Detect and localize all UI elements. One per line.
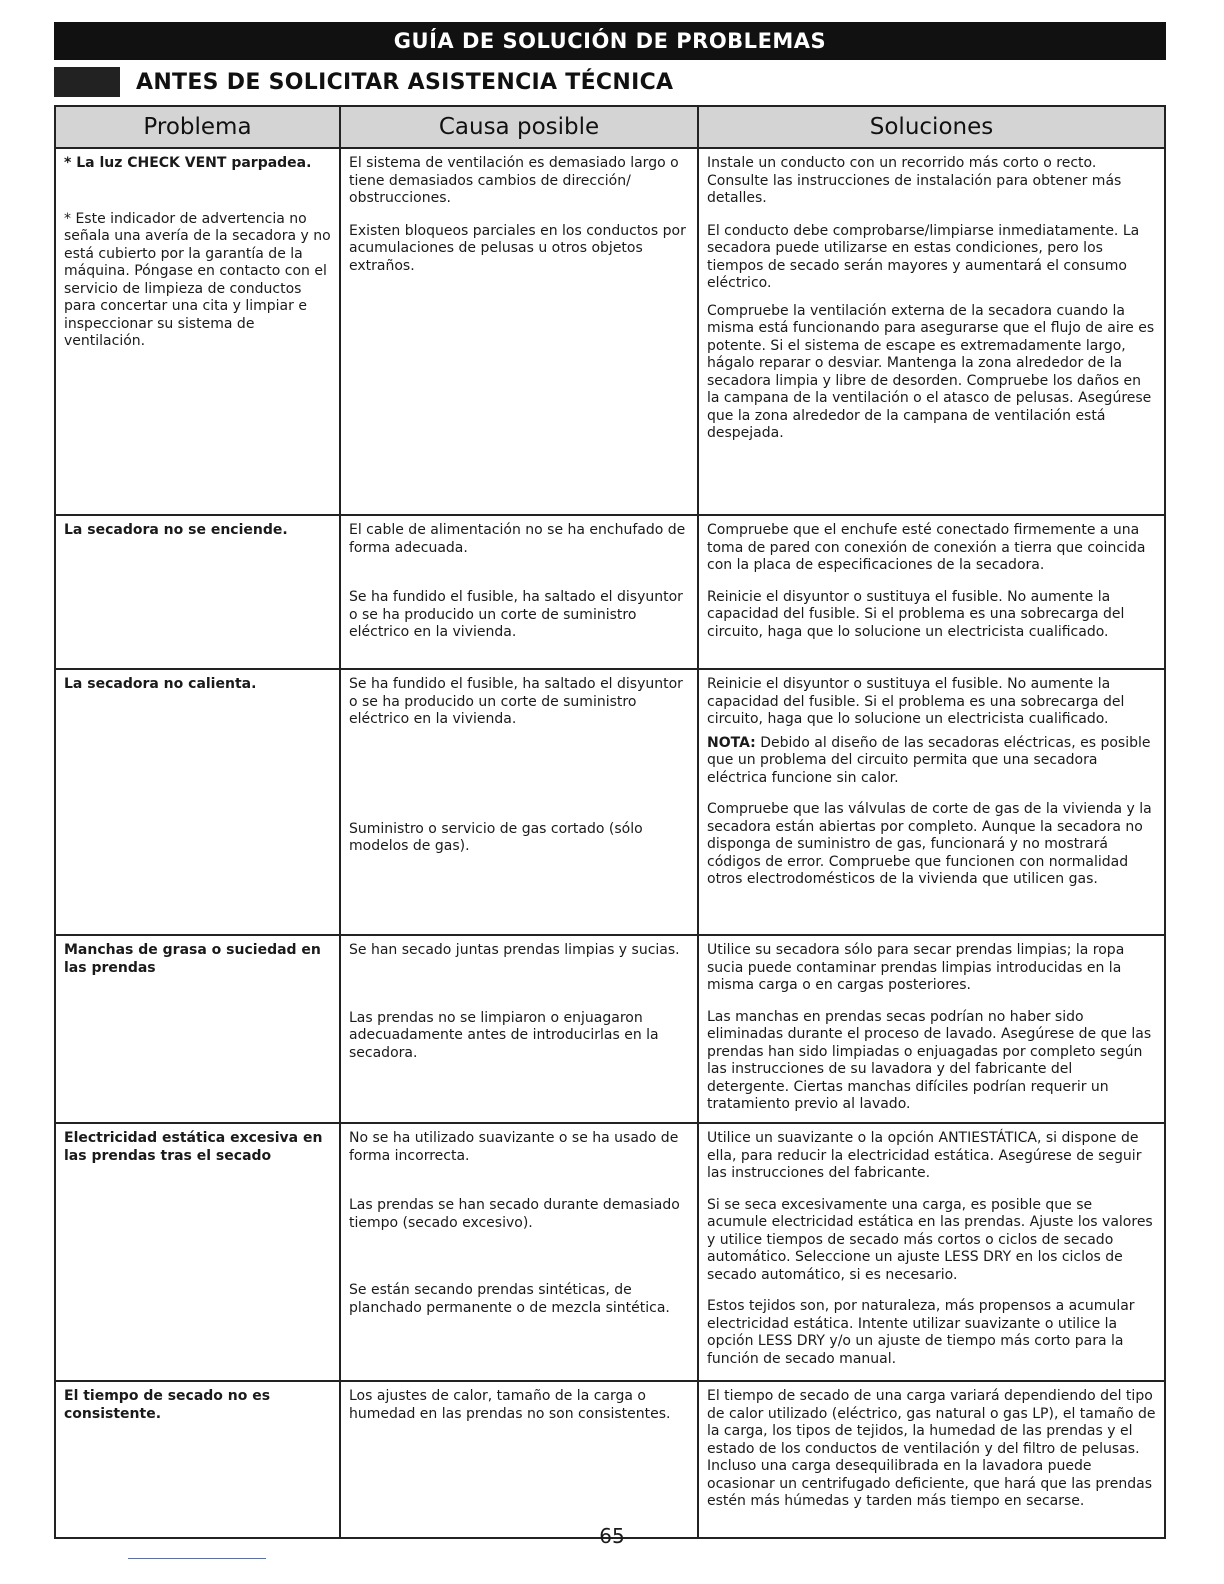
- page-number: 65: [599, 1524, 625, 1548]
- problem-title: Manchas de grasa o suciedad en las prendas: [64, 942, 321, 976]
- problem-title: La secadora no calienta.: [64, 676, 257, 692]
- problem-cell: [55, 935, 340, 1123]
- nota-paragraph: [707, 735, 1156, 788]
- cause-text: No se ha utilizado suavizante o se ha usado de forma incorrecta.: [349, 1130, 679, 1164]
- solution-cell: [698, 1381, 1165, 1538]
- header-problema: Problema: [55, 106, 340, 148]
- solution-text: Estos tejidos son, por naturaleza, más propensos a acumular electricidad estática. Intente utilizar suavizante o utilice la opción LESS DRY y/o un ajuste de tiempo más corto para la función de secado manual.: [707, 1298, 1135, 1367]
- solution-text: El conducto debe comprobarse/limpiarse inmediatamente. La secadora puede utilizarse en estas condiciones, pero los tiempos de secado serán mayores y aumentará el consumo eléctrico.: [707, 222, 1140, 291]
- cause-cell: [340, 515, 698, 669]
- solution-text: Si se seca excesivamente una carga, es posible que se acumule electricidad estática en las prendas. Ajuste los valores y utilice tiempos de secado más cortos o ciclos de secado automático. Seleccione un ajuste LESS DRY en los ciclos de secado automático, si es necesario.: [707, 1196, 1153, 1283]
- footer-rule: [128, 1558, 266, 1559]
- section-marker: [54, 67, 120, 97]
- problem-cell: [55, 515, 340, 669]
- solution-text: Utilice un suavizante o la opción ANTIESTÁTICA, si dispone de ella, para reducir la electricidad estática. Asegúrese de seguir las instrucciones del fabricante.: [707, 1130, 1142, 1181]
- solution-cell: [698, 515, 1165, 669]
- cause-cell: [340, 935, 698, 1123]
- cause-text: Existen bloqueos parciales en los conductos por acumulaciones de pelusas u otros objetos extraños.: [349, 222, 686, 274]
- section-heading: [54, 66, 673, 98]
- cause-text: Se están secando prendas sintéticas, de planchado permanente o de mezcla sintética.: [349, 1282, 670, 1316]
- troubleshooting-table: [54, 105, 1166, 1539]
- table-row: [55, 515, 1165, 669]
- problem-cell: [55, 148, 340, 515]
- banner-title: GUÍA DE SOLUCIÓN DE PROBLEMAS: [393, 29, 827, 53]
- cause-text: Los ajustes de calor, tamaño de la carga o humedad en las prendas no son consistentes.: [349, 1388, 671, 1422]
- solution-cell: [698, 1123, 1165, 1381]
- header-causa-posible: Causa posible: [340, 106, 698, 148]
- problem-title: La secadora no se enciende.: [64, 522, 288, 538]
- problem-note: * Este indicador de advertencia no señala una avería de la secadora y no está cubierto por la garantía de la máquina. Póngase en contacto con el servicio de limpieza de conductos para concertar una cita y limpiar e inspeccionar su sistema de ventilación.: [64, 210, 331, 349]
- problem-title: * La luz CHECK VENT parpadea.: [64, 155, 312, 171]
- solution-text: Instale un conducto con un recorrido más corto o recto. Consulte las instrucciones de instalación para obtener más detalles.: [707, 155, 1122, 206]
- cause-text: Se ha fundido el fusible, ha saltado el disyuntor o se ha producido un corte de suministro eléctrico en la vivienda.: [349, 676, 683, 727]
- problem-cell: [55, 1381, 340, 1538]
- page-banner: [54, 22, 1166, 60]
- solution-cell: [698, 935, 1165, 1123]
- nota-text: Debido al diseño de las secadoras eléctricas, es posible que un problema del circuito permita que una secadora eléctrica funcione sin calor.: [707, 734, 1151, 786]
- solution-text: Compruebe que las válvulas de corte de gas de la vivienda y la secadora están abiertas por completo. Aunque la secadora no disponga de suministro de gas, funcionará y no mostrará códigos de error. Compruebe que funcionen con normalidad otros electrodomésticos de la vivienda que utilicen gas.: [707, 801, 1152, 887]
- cause-text: El cable de alimentación no se ha enchufado de forma adecuada.: [349, 522, 686, 556]
- header-soluciones: Soluciones: [698, 106, 1165, 148]
- cause-text: El sistema de ventilación es demasiado largo o tiene demasiados cambios de dirección/ obstrucciones.: [349, 155, 679, 206]
- solution-text: Reinicie el disyuntor o sustituya el fusible. No aumente la capacidad del fusible. Si el problema es una sobrecarga del circuito, haga que lo solucione un electricista cualificado.: [707, 676, 1125, 727]
- cause-text: Suministro o servicio de gas cortado (sólo modelos de gas).: [349, 820, 643, 854]
- cause-cell: [340, 1381, 698, 1538]
- cause-cell: [340, 148, 698, 515]
- cause-text: Las prendas no se limpiaron o enjuagaron adecuadamente antes de introducirlas en la secadora.: [349, 1009, 659, 1061]
- solution-text: El tiempo de secado de una carga variará dependiendo del tipo de calor utilizado (eléctrico, gas natural o gas LP), el tamaño de la carga, los tipos de tejidos, la humedad de las prendas y el estado de los conductos de ventilación y del filtro de pelusas. Incluso una carga desequilibrada en la lavadora puede ocasionar un centrifugado deficiente, que hará que las prendas estén más húmedas y tarden más tiempo en secarse.: [707, 1388, 1156, 1509]
- solution-text: Las manchas en prendas secas podrían no haber sido eliminadas durante el proceso de lavado. Asegúrese de que las prendas han sido limpiadas o enjuagadas por completo según las instrucciones de su lavadora y del fabricante del detergente. Ciertas manchas difíciles podrían requerir un tratamiento previo al lavado.: [707, 1008, 1152, 1112]
- problem-title: Electricidad estática excesiva en las prendas tras el secado: [64, 1130, 323, 1164]
- cause-cell: [340, 1123, 698, 1381]
- solution-cell: [698, 669, 1165, 935]
- solution-text: Compruebe que el enchufe esté conectado firmemente a una toma de pared con conexión de conexión a tierra que coincida con la placa de especificaciones de la secadora.: [707, 522, 1146, 573]
- problem-title: El tiempo de secado no es consistente.: [64, 1388, 271, 1422]
- table-row: [55, 1381, 1165, 1538]
- section-title: ANTES DE SOLICITAR ASISTENCIA TÉCNICA: [136, 69, 674, 95]
- nota-label: NOTA:: [707, 734, 756, 751]
- table-row: [55, 669, 1165, 935]
- table-row: [55, 1123, 1165, 1381]
- solution-text: Utilice su secadora sólo para secar prendas limpias; la ropa sucia puede contaminar prendas limpias introducidas en la misma carga o en cargas posteriores.: [707, 942, 1125, 993]
- solution-text: Compruebe la ventilación externa de la secadora cuando la misma está funcionando para asegurarse que el flujo de aire es potente. Si el sistema de escape es extremadamente largo, hágalo reparar o desviar. Mantenga la zona alrededor de la secadora limpia y libre de desorden. Compruebe los daños en la campana de la ventilación o el atasco de pelusas. Asegúrese que la zona alrededor de la campana de ventilación está despejada.: [707, 302, 1155, 441]
- table-header-row: [55, 106, 1165, 148]
- cause-cell: [340, 669, 698, 935]
- table-row: [55, 935, 1165, 1123]
- solution-text: Reinicie el disyuntor o sustituya el fusible. No aumente la capacidad del fusible. Si el problema es una sobrecarga del circuito, haga que lo solucione un electricista cualificado.: [707, 588, 1125, 640]
- solution-cell: [698, 148, 1165, 515]
- cause-text: Se han secado juntas prendas limpias y sucias.: [349, 942, 680, 958]
- problem-cell: [55, 669, 340, 935]
- problem-cell: [55, 1123, 340, 1381]
- table-row: [55, 148, 1165, 515]
- cause-text: Se ha fundido el fusible, ha saltado el disyuntor o se ha producido un corte de suministro eléctrico en la vivienda.: [349, 589, 683, 640]
- cause-text: Las prendas se han secado durante demasiado tiempo (secado excesivo).: [349, 1197, 680, 1231]
